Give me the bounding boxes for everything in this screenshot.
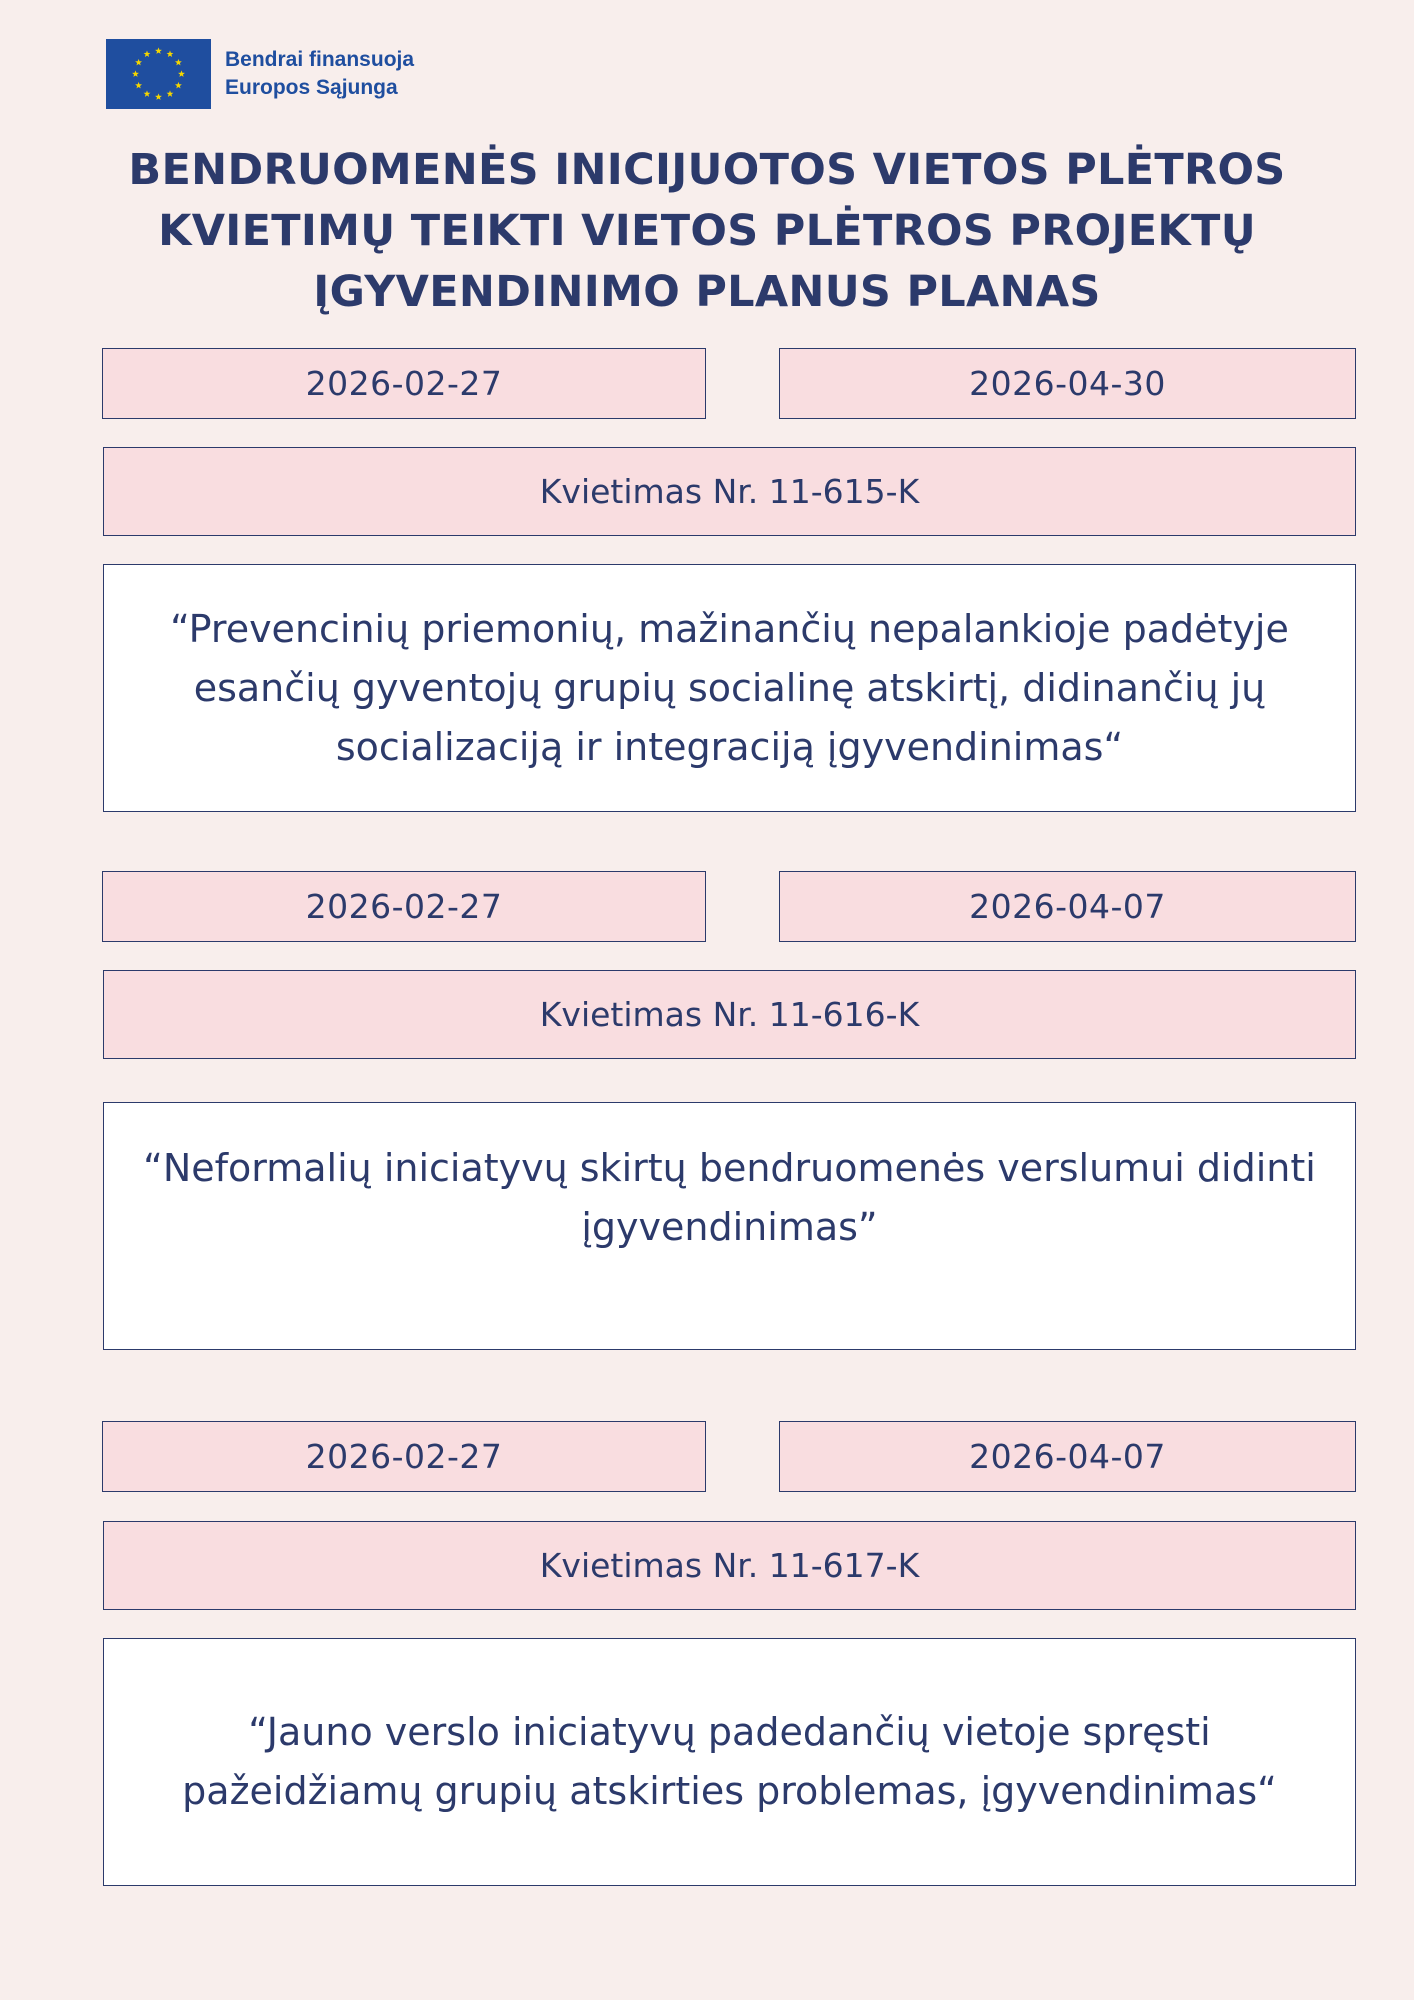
eu-star-icon (144, 50, 151, 57)
page-title: BENDRUOMENĖS INICIJUOTOS VIETOS PLĖTROS KVIETIMŲ TEIKTI VIETOS PLĖTROS PROJEKTŲ ĮGYVENDINIMO PLANUS PLANAS (128, 145, 1286, 317)
eu-star-icon (144, 90, 151, 97)
call-1-start-date: 2026-02-27 (102, 348, 706, 419)
logo-text (225, 46, 414, 102)
call-3-end-date: 2026-04-07 (779, 1421, 1356, 1492)
call-1-end-date: 2026-04-30 (779, 348, 1356, 419)
call-1-number: Kvietimas Nr. 11-615-K (103, 447, 1356, 536)
eu-star-icon (175, 59, 182, 66)
eu-star-icon (135, 82, 142, 89)
eu-star-icon (155, 93, 162, 100)
call-1-description: “Prevencinių priemonių, mažinančių nepalankioje padėtyje esančių gyventojų grupių socialinę atskirtį, didinančių jų socializaciją ir integraciją įgyvendinimas“ (103, 564, 1356, 812)
call-3-description: “Jauno verslo iniciatyvų padedančių vietoje spręsti pažeidžiamų grupių atskirties problemas, įgyvendinimas“ (103, 1638, 1356, 1886)
eu-star-icon (167, 90, 174, 97)
call-2-end-date: 2026-04-07 (779, 871, 1356, 942)
eu-star-icon (155, 47, 162, 54)
call-3-number: Kvietimas Nr. 11-617-K (103, 1521, 1356, 1610)
eu-cofunded-logo (106, 39, 414, 109)
eu-star-icon (135, 59, 142, 66)
call-3-start-date: 2026-02-27 (102, 1421, 706, 1492)
logo-line-2: Europos Sąjunga (225, 76, 398, 99)
eu-star-icon (175, 82, 182, 89)
eu-star-icon (178, 70, 185, 77)
call-2-start-date: 2026-02-27 (102, 871, 706, 942)
eu-star-icon (132, 70, 139, 77)
eu-flag-icon (106, 39, 211, 109)
logo-line-1: Bendrai finansuoja (225, 48, 415, 71)
call-2-number: Kvietimas Nr. 11-616-K (103, 970, 1356, 1059)
eu-star-icon (167, 50, 174, 57)
call-2-description: “Neformalių iniciatyvų skirtų bendruomenės verslumui didinti įgyvendinimas” (103, 1102, 1356, 1350)
